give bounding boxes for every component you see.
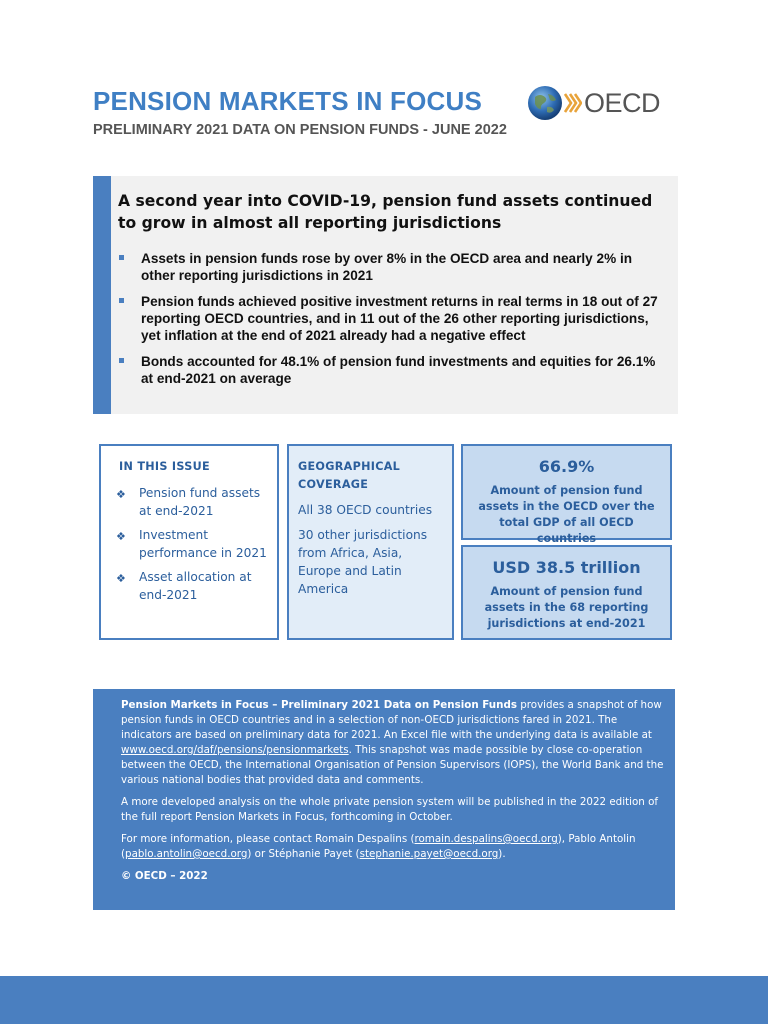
list-item xyxy=(118,293,668,344)
stat-box-assets xyxy=(461,545,672,640)
email-link-antolin[interactable]: pablo.antolin@oecd.org xyxy=(125,848,248,860)
list-item-text: Bonds accounted for 48.1% of pension fund investments and equities for 26.1% at end-2021 on average xyxy=(141,354,656,386)
copyright-text: © OECD – 2022 xyxy=(121,870,208,882)
coverage-label: GEOGRAPHICAL COVERAGE xyxy=(298,460,401,491)
highlights-panel xyxy=(93,176,678,414)
in-this-issue-label: IN THIS ISSUE xyxy=(119,460,210,473)
list-item-text: Pension fund assets at end-2021 xyxy=(139,486,261,518)
about-paragraph: A more developed analysis on the whole private pension system will be published in the 2022 edition of the full report Pension Markets in Focus, forthcoming in October. xyxy=(121,796,658,823)
oecd-logo xyxy=(527,84,677,122)
coverage-box xyxy=(287,444,454,640)
in-this-issue-box xyxy=(99,444,279,640)
about-text: provides a snapshot of how pension funds in OECD countries and in a selection of non-OECD jurisdictions fared in 2021. The indicators are based on preliminary data for 2021. An Excel file with the underlying data is available at xyxy=(121,699,662,741)
highlights-list xyxy=(118,250,668,396)
chevrons-icon xyxy=(564,92,582,114)
list-item xyxy=(115,568,273,604)
square-bullet-icon xyxy=(119,298,124,303)
publication-name: Pension Markets in Focus – Preliminary 2021 Data on Pension Funds xyxy=(121,699,517,711)
globe-icon xyxy=(527,85,563,121)
about-text: For more information, please contact Romain Despalins ( xyxy=(121,833,415,845)
stat-value: USD 38.5 trillion xyxy=(492,558,641,577)
diamond-bullet-icon: ❖ xyxy=(116,572,126,585)
about-panel xyxy=(93,689,675,910)
footer-bar xyxy=(0,976,768,1024)
list-item xyxy=(115,484,273,520)
list-item xyxy=(115,526,273,562)
coverage-other: 30 other jurisdictions from Africa, Asia, Europe and Latin America xyxy=(298,528,428,596)
email-link-payet[interactable]: stephanie.payet@oecd.org xyxy=(359,848,499,860)
list-item-text: Pension funds achieved positive investment returns in real terms in 18 out of 27 reporting OECD countries, and in 11 out of the 26 other reporting jurisdictions, yet inflation at the end of 2021 already had a negative effect xyxy=(141,294,658,343)
list-item-text: Investment performance in 2021 xyxy=(139,528,267,560)
about-text: ). xyxy=(498,848,506,860)
issue-list xyxy=(115,484,273,610)
square-bullet-icon xyxy=(119,255,124,260)
stat-description: Amount of pension fund assets in the 68 reporting jurisdictions at end-2021 xyxy=(484,585,649,630)
email-link-despalins[interactable]: romain.despalins@oecd.org xyxy=(414,833,558,845)
contact-paragraph xyxy=(121,832,665,862)
highlights-headline: A second year into COVID-19, pension fund assets continued to grow in almost all reporting jurisdictions xyxy=(118,192,653,232)
list-item-text: Asset allocation at end-2021 xyxy=(139,570,252,602)
about-text: . This snapshot was made possible by close co-operation between the OECD, the International Organisation of Pension Supervisors (IOPS), the World Bank and the various national bodies that provided data and comments. xyxy=(121,744,664,786)
copyright xyxy=(121,869,665,884)
list-item-text: Assets in pension funds rose by over 8% in the OECD area and nearly 2% in other reporting jurisdictions in 2021 xyxy=(141,251,633,283)
page-title: PENSION MARKETS IN FOCUS xyxy=(93,86,483,116)
about-paragraph xyxy=(121,698,665,788)
about-text: ), Pablo Antolin ( xyxy=(121,833,636,860)
list-item xyxy=(118,353,668,387)
coverage-oecd: All 38 OECD countries xyxy=(298,503,433,517)
accent-bar xyxy=(93,176,111,414)
stat-value: 66.9% xyxy=(538,457,595,476)
logo-text: OECD xyxy=(584,87,661,118)
diamond-bullet-icon: ❖ xyxy=(116,488,126,501)
diamond-bullet-icon: ❖ xyxy=(116,530,126,543)
list-item xyxy=(118,250,668,284)
square-bullet-icon xyxy=(119,358,124,363)
stat-description: Amount of pension fund assets in the OECD over the total GDP of all OECD countries xyxy=(478,484,655,545)
stat-box-gdp xyxy=(461,444,672,545)
pensionmarkets-link[interactable]: www.oecd.org/daf/pensions/pensionmarkets xyxy=(121,744,349,756)
about-text: ) or Stéphanie Payet ( xyxy=(247,848,360,860)
page-subtitle: PRELIMINARY 2021 DATA ON PENSION FUNDS - JUNE 2022 xyxy=(93,122,507,138)
